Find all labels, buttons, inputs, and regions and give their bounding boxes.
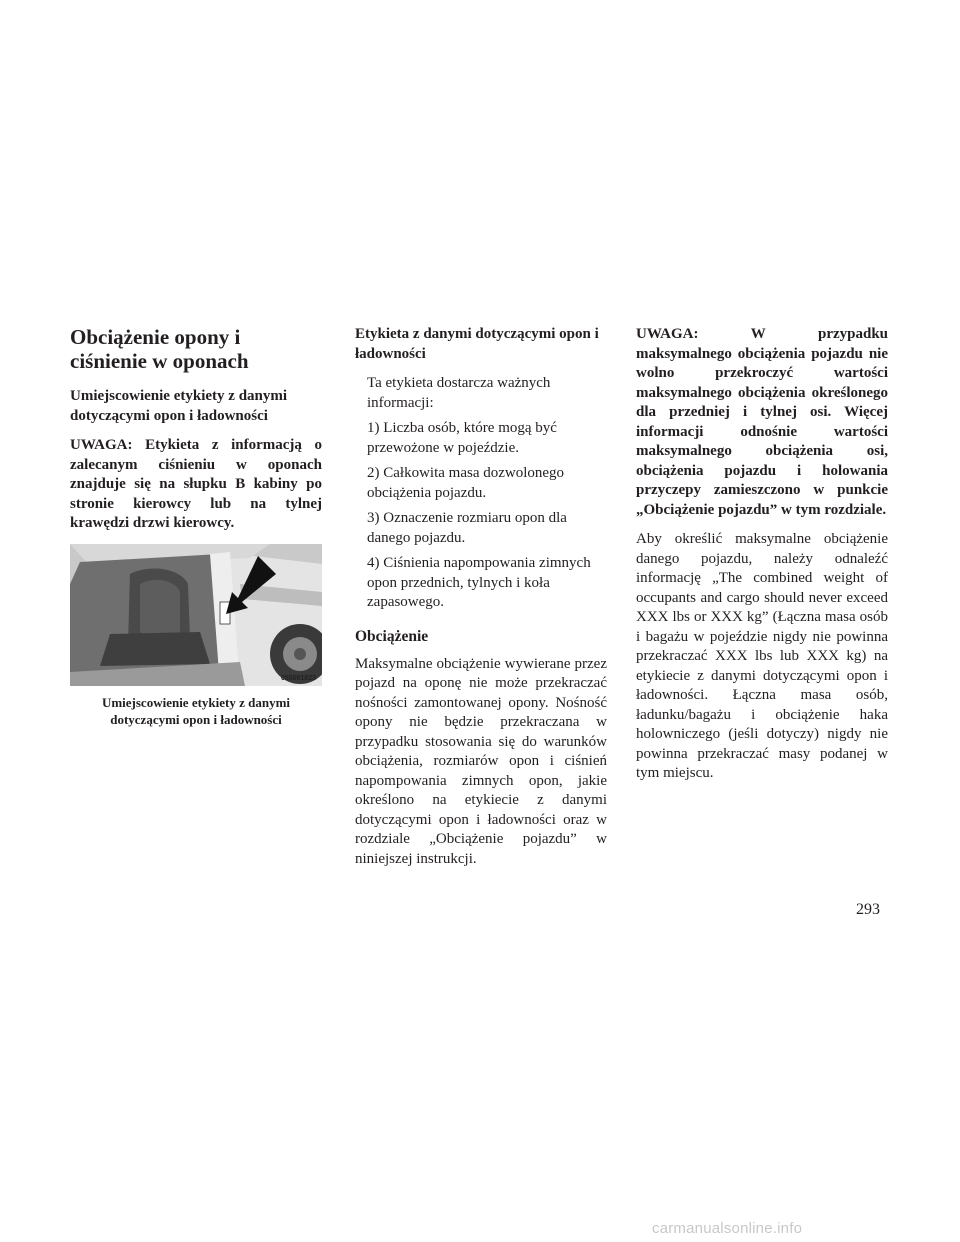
label-location-subheading: Umiejscowienie etykiety z danymi dotyczącymi opon i ładowności xyxy=(70,388,288,424)
watermark-text: carmanualsonline.info xyxy=(652,1220,803,1237)
door-pillar-figure xyxy=(70,544,322,686)
car-door-illustration xyxy=(70,544,322,686)
label-info-item: 4) Ciśnienia napompowania zimnych opon przednich, tylnych i koła zapasowego. xyxy=(367,555,591,610)
axle-load-note: UWAGA: W przypadku maksymalnego obciążenia pojazdu nie wolno przekroczyć wartości maksymalnego obciążenia określonego dla przedniej i tylnej osi. Więcej informacji odnośnie wartości maksymalnego obciążenia osi, obciążenia pojazdu i holowania przyczepy zamieszczono w punkcie „Obciążenie pojazdu” w tym rozdziale. xyxy=(636,326,888,518)
label-info-item: 1) Liczba osób, które mogą być przewożone w pojeździe. xyxy=(367,420,557,456)
page-number: 293 xyxy=(856,901,880,918)
loading-heading: Obciążenie xyxy=(355,627,429,645)
label-location-note: UWAGA: Etykieta z informacją o zalecanym ciśnieniu w oponach znajduje się na słupku B kabiny po stronie kierowcy lub na tylnej krawędzi drzwi kierowcy. xyxy=(70,437,322,531)
middle-column xyxy=(355,325,607,879)
left-column xyxy=(70,325,322,728)
loading-paragraph: Maksymalne obciążenie wywierane przez pojazd na oponę nie może przekraczać nośności zamontowanej opony. Nośność opony nie będzie przekraczana w przypadku stosowania się do warunków obciążenia, rozmiarów opon i ciśnień napompowania zimnych opon, jakie określono na etykiecie z danymi dotyczącymi opon i ładowności oraz w rozdziale „Obciążenie pojazdu” w niniejszej instrukcji. xyxy=(355,655,607,867)
right-column xyxy=(636,325,888,794)
figure-code: 055001823 xyxy=(280,674,316,682)
label-info-item: 3) Oznaczenie rozmiaru opon dla danego pojazdu. xyxy=(367,510,567,546)
section-title: Obciążenie opony i ciśnienie w oponach xyxy=(70,325,249,373)
figure-caption: Umiejscowienie etykiety z danymi dotyczącymi opon i ładowności xyxy=(101,694,291,727)
max-load-paragraph: Aby określić maksymalne obciążenie danego pojazdu, należy odnaleźć informację „The combined weight of occupants and cargo should never exceed XXX lbs or XXX kg” (Łączna masa osób i bagażu w pojeździe nigdy nie powinna przekraczać XXX lbs lub XXX kg) na etykiecie z danymi dotyczącymi opon i ładowności. Łączna masa osób, ładunku/bagażu i obciążenie haka holowniczego (jeśli dotyczy) nigdy nie powinna przekraczać masy podanej w tym miejscu. xyxy=(636,531,888,781)
label-info-intro: Ta etykieta dostarcza ważnych informacji: xyxy=(367,375,551,411)
label-info-subheading: Etykieta z danymi dotyczącymi opon i ładowności xyxy=(355,326,599,362)
label-info-item: 2) Całkowita masa dozwolonego obciążenia pojazdu. xyxy=(367,465,565,501)
